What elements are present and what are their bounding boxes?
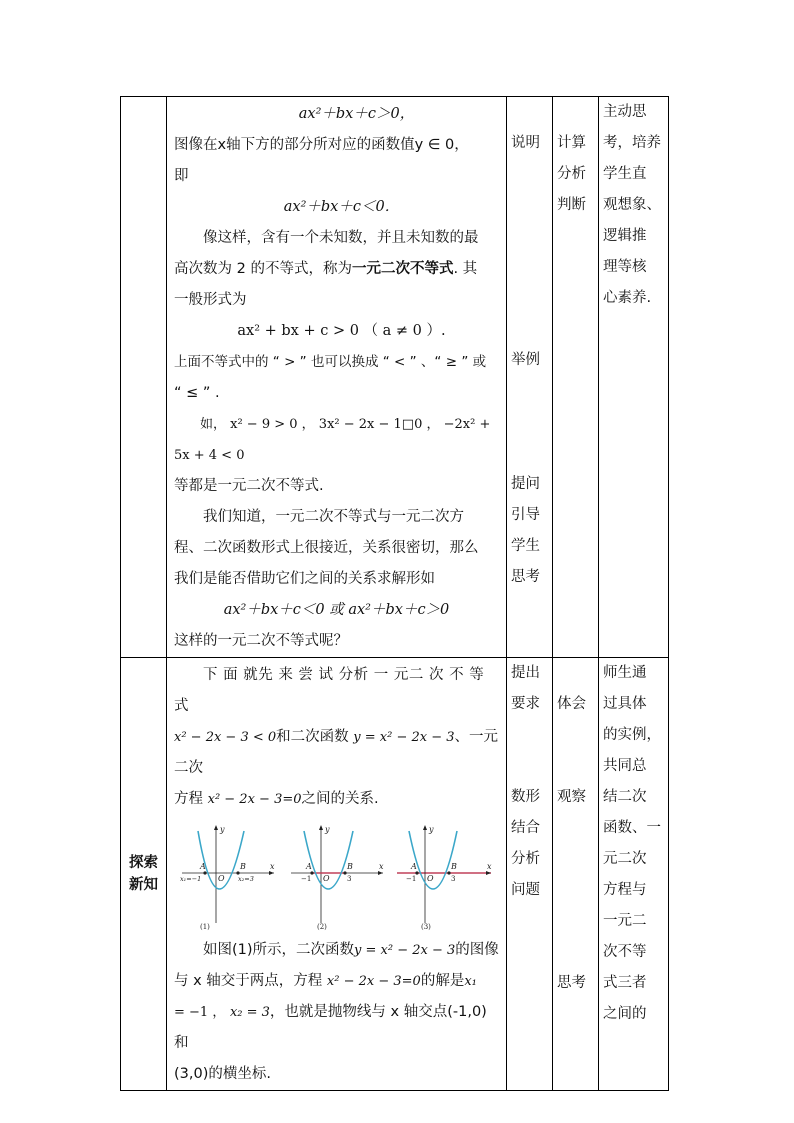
- x-axis-label: x: [487, 862, 492, 871]
- text-line: (3,0)的横坐标.: [174, 1066, 271, 1082]
- teacher-item: 提出: [511, 665, 540, 681]
- root-right-label: 3: [451, 875, 456, 883]
- point-a-label: A: [411, 862, 417, 871]
- root-left-label: −1: [300, 875, 311, 883]
- formula: x² − 2x − 3 < 0: [174, 730, 277, 745]
- content-cell: [167, 658, 507, 1091]
- point-a-label: A: [305, 862, 312, 871]
- inequality-lt: ax²＋bx＋c＜0．: [283, 199, 400, 215]
- teacher-item: 问题: [511, 882, 540, 898]
- general-form: ax² + bx + c > 0 （ a ≠ 0 ）.: [237, 323, 446, 339]
- figure-caption: (1): [200, 923, 210, 931]
- text-line: 等都是一元二次不等式.: [174, 478, 324, 494]
- intent-line: 心素养.: [603, 290, 652, 306]
- origin-label: O: [218, 874, 225, 883]
- teacher-item: 思考: [511, 569, 540, 585]
- intent-line: 考，培养: [603, 135, 661, 151]
- text-line: 我们是能否借助它们之间的关系求解形如: [174, 571, 435, 587]
- root-right-label: 3: [346, 875, 351, 883]
- stage-label: 探索: [129, 855, 158, 871]
- text-line: 像这样，含有一个未知数，并且未知数的最: [203, 230, 479, 246]
- text-line: 一般形式为: [174, 292, 247, 308]
- intent-line: 共同总: [603, 758, 647, 774]
- student-item: 体会: [557, 696, 586, 712]
- table-row: [121, 658, 669, 1091]
- root-left-label: −1: [406, 875, 417, 883]
- teacher-item: 引导: [511, 507, 540, 523]
- parabola-graph-3: [395, 821, 495, 933]
- intent-line: 式三者: [603, 975, 647, 991]
- origin-label: O: [427, 874, 434, 883]
- teacher-activity-cell: [507, 97, 553, 658]
- text-line: 高次数为 2 的不等式，称为: [174, 261, 352, 277]
- intent-line: 的实例，: [603, 727, 661, 743]
- content-cell: [167, 97, 507, 658]
- formula: x² − 2x − 3=0: [207, 792, 302, 807]
- point-b-label: B: [451, 862, 457, 871]
- intent-line: 函数、一: [603, 820, 661, 836]
- figure-caption: (2): [316, 923, 327, 931]
- design-intent-cell: [599, 658, 669, 1091]
- text-line: 即: [174, 168, 189, 184]
- intent-line: 方程与: [603, 882, 647, 898]
- intent-line: 师生通: [603, 665, 647, 681]
- table-row: [121, 97, 669, 658]
- parabola-graph-1: [178, 821, 278, 933]
- text-line: 的解是: [420, 973, 465, 989]
- stage-cell: [121, 658, 167, 1091]
- formula: y = x² − 2x − 3: [353, 730, 455, 745]
- text-line: “ ≤ ” .: [174, 385, 220, 401]
- intent-line: 次不等: [603, 944, 647, 960]
- x-axis-label: x: [270, 862, 275, 871]
- text-line: 的图像: [455, 942, 499, 958]
- teacher-activity-cell: [507, 658, 553, 1091]
- text-line: . 其: [453, 261, 478, 277]
- intent-line: 学生直: [603, 166, 647, 182]
- formula: x₂ = 3: [229, 1005, 270, 1020]
- text-line: 下 面 就先 来 尝 试 分析 一 元二 次 不 等 式: [174, 667, 485, 714]
- intent-line: 一元二: [603, 913, 647, 929]
- intent-line: 理等核: [603, 259, 647, 275]
- stage-label: 新知: [129, 877, 158, 893]
- inequality-pair: ax²＋bx＋c＜0 或 ax²＋bx＋c＞0: [223, 602, 450, 618]
- text-line: 我们知道，一元二次不等式与一元二次方: [203, 509, 464, 525]
- student-item: 观察: [557, 789, 586, 805]
- term-highlight: 一元二次不等式: [351, 261, 454, 277]
- student-item: 思考: [557, 975, 586, 991]
- intent-line: 观想象、: [603, 197, 661, 213]
- student-item: 判断: [557, 197, 586, 213]
- teacher-item: 举例: [511, 352, 540, 368]
- intent-line: 之间的: [603, 1006, 647, 1022]
- intent-line: 主动思: [603, 104, 647, 120]
- design-intent-cell: [599, 97, 669, 658]
- y-axis-label: y: [324, 825, 330, 834]
- text-line: 之间的关系.: [301, 791, 379, 807]
- lesson-table: [120, 96, 669, 1091]
- text-line: 与 x 轴交于两点，方程: [174, 973, 323, 989]
- intent-line: 逻辑推: [603, 228, 647, 244]
- intent-line: 元二次: [603, 851, 647, 867]
- y-axis-label: y: [429, 825, 434, 834]
- text-line: 如图(1)所示，二次函数: [203, 942, 355, 958]
- text-line: 方程: [174, 791, 203, 807]
- student-item: 分析: [557, 166, 586, 182]
- root-right-label: x₂=3: [238, 875, 254, 883]
- x-axis-label: x: [378, 862, 384, 871]
- formula: x₁: [464, 974, 477, 989]
- text-line: 程、二次函数形式上很接近，关系很密切，那么: [174, 540, 479, 556]
- teacher-item: 提问: [511, 476, 540, 492]
- formula: x² − 2x − 3=0: [326, 974, 421, 989]
- formula: = −1 ，: [174, 1005, 226, 1020]
- teacher-item: 分析: [511, 851, 540, 867]
- text-line: 这样的一元二次不等式呢？: [174, 633, 348, 649]
- point-b-label: B: [346, 862, 353, 871]
- inequality-gt: ax²＋bx＋c＞0，: [298, 106, 415, 122]
- student-activity-cell: [553, 97, 599, 658]
- formula: y = x² − 2x − 3: [354, 943, 456, 958]
- y-axis-label: y: [220, 825, 225, 834]
- teacher-item: 说明: [511, 135, 540, 151]
- origin-label: O: [322, 874, 330, 883]
- text-line: 和二次函数: [276, 729, 349, 745]
- teacher-item: 学生: [511, 538, 540, 554]
- teacher-item: 结合: [511, 820, 540, 836]
- point-a-label: A: [200, 862, 206, 871]
- teacher-item: 要求: [511, 696, 540, 712]
- text-line: 图像在x轴下方的部分所对应的函数值y ∈ 0，: [174, 137, 469, 153]
- examples-line: 如， x² − 9 > 0 ， 3x² − 2x − 1□0 ， −2x² + 5x + 4 < 0: [174, 417, 491, 463]
- teacher-item: 数形: [511, 789, 540, 805]
- parabola-figures: [174, 815, 499, 935]
- text-line: 上面不等式中的 “ > ” 也可以换成 “ < ” 、“ ≥ ” 或: [174, 354, 487, 370]
- text-line: ，也就是抛物线与 x 轴交点(-1,0)和: [174, 1004, 487, 1051]
- student-item: 计算: [557, 135, 586, 151]
- student-activity-cell: [553, 658, 599, 1091]
- intent-line: 结二次: [603, 789, 647, 805]
- figure-caption: (3): [421, 923, 431, 931]
- stage-cell-empty: [121, 97, 167, 658]
- parabola-graph-2: [287, 821, 387, 933]
- root-left-label: x₁=−1: [180, 875, 202, 883]
- intent-line: 过具体: [603, 696, 647, 712]
- point-b-label: B: [240, 862, 246, 871]
- text-line: 、一元二次: [174, 729, 499, 776]
